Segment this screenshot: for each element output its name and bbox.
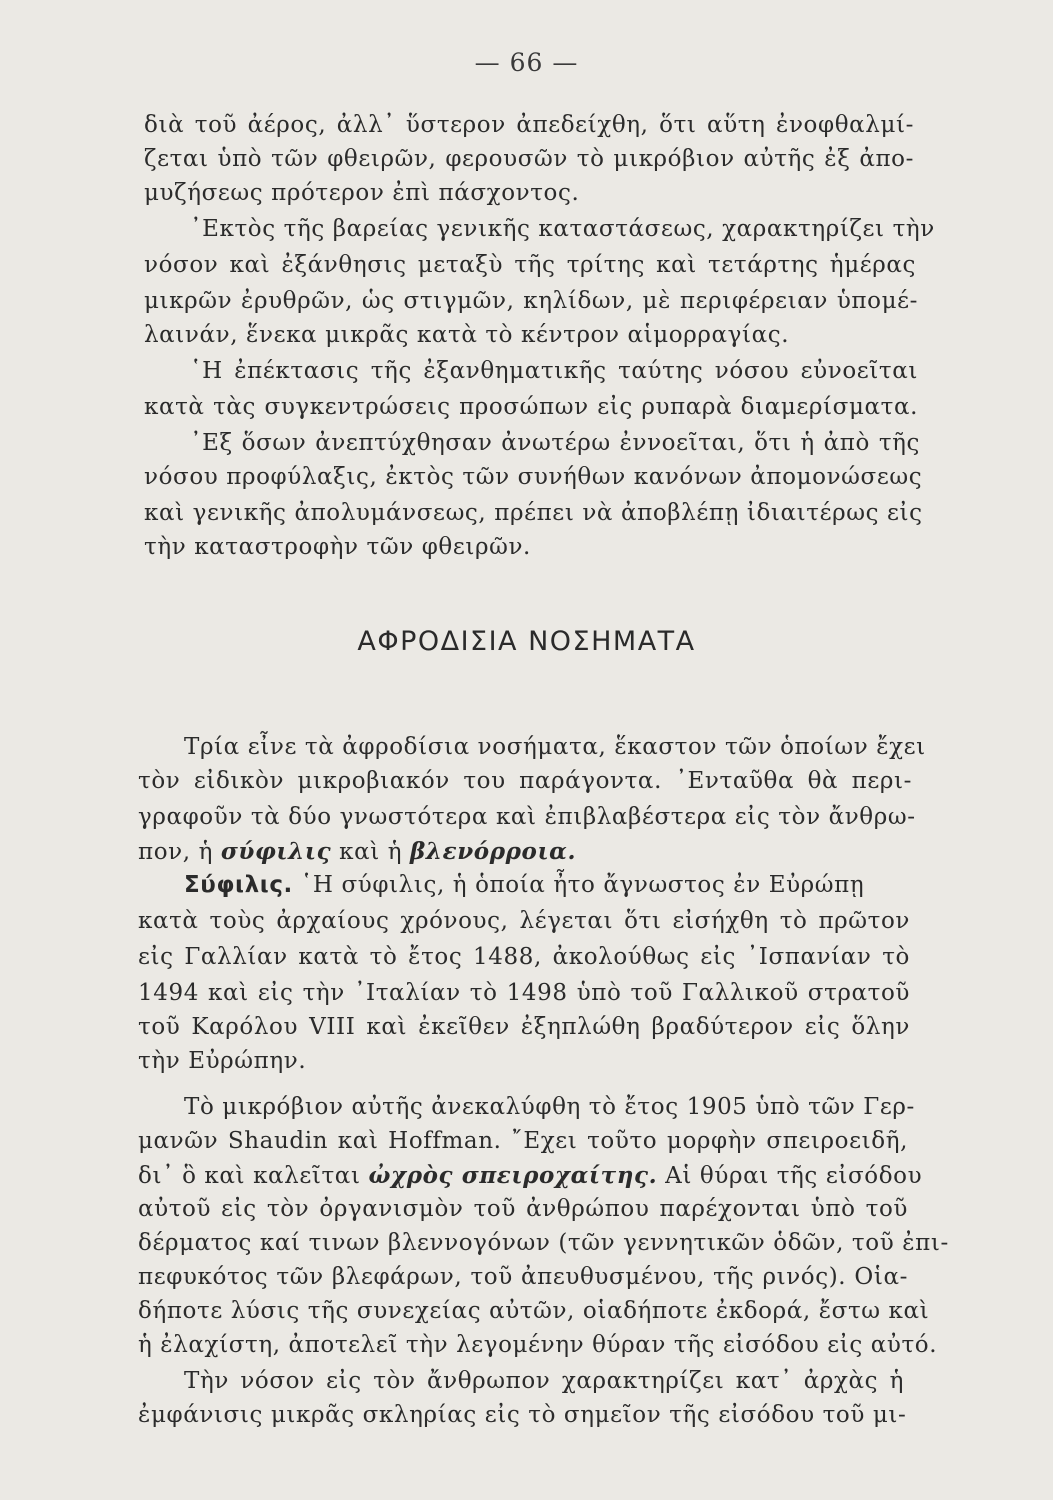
text-fragment: ῾Η σύφιλις, ἡ ὁποία ἦτο ἄγνωστος ἐν Εὐρώπῃ xyxy=(292,872,865,898)
text-fragment: Αἱ θύραι τῆς εἰσόδου xyxy=(657,1163,923,1189)
term-treponema: ὠχρὸς σπειροχαίτης. xyxy=(368,1162,658,1189)
text-line: Τρία εἶνε τὰ ἀφροδίσια νοσήματα, ἕκαστον τῶν ὁποίων ἔχει xyxy=(184,734,926,760)
text-line: Τὸ μικρόβιον αὐτῆς ἀνεκαλύφθη τὸ ἔτος 1905 ὑπὸ τῶν Γερ- xyxy=(184,1094,915,1120)
text-line: τοῦ Καρόλου VIII καὶ ἐκεῖθεν ἐξηπλώθη βραδύτερον εἰς ὅλην xyxy=(138,1014,910,1040)
syphilis-heading-line xyxy=(184,872,864,898)
term-gonorrhea: βλενόρροια. xyxy=(410,838,577,865)
text-line: δέρματος καί τινων βλεννογόνων (τῶν γεννητικῶν ὁδῶν, τοῦ ἐπι- xyxy=(138,1230,949,1256)
text-line: κατὰ τὰς συγκεντρώσεις προσώπων εἰς ρυπαρὰ διαμερίσματα. xyxy=(144,394,918,420)
text-fragment: καὶ ἡ xyxy=(331,839,411,865)
text-line: ῾Η ἐπέκτασις τῆς ἐξανθηματικῆς ταύτης νόσου εὐνοεῖται xyxy=(190,358,918,384)
text-line: κατὰ τοὺς ἀρχαίους χρόνους, λέγεται ὅτι εἰσήχθη τὸ πρῶτον xyxy=(138,908,910,934)
text-line: τὴν Εὐρώπην. xyxy=(138,1048,307,1074)
text-line: 1494 καὶ εἰς τὴν ᾽Ιταλίαν τὸ 1498 ὑπὸ τοῦ Γαλλικοῦ στρατοῦ xyxy=(138,980,910,1006)
text-line: διὰ τοῦ ἀέρος, ἀλλ᾽ ὕστερον ἀπεδείχθη, ὅτι αὕτη ἐνοφθαλμί- xyxy=(144,112,914,138)
text-line: καὶ γενικῆς ἀπολυμάνσεως, πρέπει νὰ ἀποβλέπῃ ἰδιαιτέρως εἰς xyxy=(144,500,923,526)
text-line: Τὴν νόσον εἰς τὸν ἄνθρωπον χαρακτηρίζει κατ᾽ ἀρχὰς ἡ xyxy=(184,1368,904,1394)
section-heading: ΑΦΡΟΔΙΣΙΑ ΝΟΣΗΜΑΤΑ xyxy=(357,626,696,657)
text-fragment: δι᾽ ὃ καὶ καλεῖται xyxy=(138,1163,369,1189)
text-line: μυζήσεως πρότερον ἐπὶ πάσχοντος. xyxy=(144,180,580,206)
text-line: μικρῶν ἐρυθρῶν, ὡς στιγμῶν, κηλίδων, μὲ περιφέρειαν ὑπομέ- xyxy=(144,288,918,314)
text-line: λαινάν, ἕνεκα μικρᾶς κατὰ τὸ κέντρον αἱμορραγίας. xyxy=(144,322,790,348)
text-fragment: πον, ἡ xyxy=(138,839,221,865)
text-line: νόσον καὶ ἐξάνθησις μεταξὺ τῆς τρίτης καὶ τετάρτης ἡμέρας xyxy=(144,252,916,278)
text-line: τὴν καταστροφὴν τῶν φθειρῶν. xyxy=(144,534,531,560)
text-line: ζεται ὑπὸ τῶν φθειρῶν, φερουσῶν τὸ μικρόβιον αὐτῆς ἐξ ἀπο- xyxy=(144,146,914,172)
syphilis-label: Σύφιλις. xyxy=(184,872,293,898)
text-line: ἐμφάνισις μικρᾶς σκληρίας εἰς τὸ σημεῖον τῆς εἰσόδου τοῦ μι- xyxy=(138,1402,907,1428)
page-number: — 66 — xyxy=(474,48,579,77)
text-line: ἡ ἐλαχίστη, ἀποτελεῖ τὴν λεγομένην θύραν τῆς εἰσόδου εἰς αὐτό. xyxy=(138,1332,938,1358)
text-line: εἰς Γαλλίαν κατὰ τὸ ἔτος 1488, ἀκολούθως εἰς ᾽Ισπανίαν τὸ xyxy=(138,944,910,970)
text-line: ᾽Εξ ὅσων ἀνεπτύχθησαν ἀνωτέρω ἐννοεῖται, ὅτι ἡ ἀπὸ τῆς xyxy=(190,430,920,456)
text-line-with-terms xyxy=(138,838,576,865)
text-line: ᾽Εκτὸς τῆς βαρείας γενικῆς καταστάσεως, χαρακτηρίζει τὴν xyxy=(190,216,935,242)
text-line: μανῶν Shaudin καὶ Hoffman. ῎Εχει τοῦτο μορφὴν σπειροειδῆ, xyxy=(138,1128,908,1154)
term-syphilis: σύφιλις xyxy=(220,838,332,865)
text-line: τὸν εἰδικὸν μικροβιακόν του παράγοντα. ᾽Ενταῦθα θὰ περι- xyxy=(138,768,912,794)
text-line: γραφοῦν τὰ δύο γνωστότερα καὶ ἐπιβλαβέστερα εἰς τὸν ἄνθρω- xyxy=(138,804,916,830)
text-line: αὐτοῦ εἰς τὸν ὀργανισμὸν τοῦ ἀνθρώπου παρέχονται ὑπὸ τοῦ xyxy=(138,1196,908,1222)
text-line-with-term xyxy=(138,1162,923,1189)
text-line: νόσου προφύλαξις, ἐκτὸς τῶν συνήθων κανόνων ἀπομονώσεως xyxy=(144,464,923,490)
text-line: πεφυκότος τῶν βλεφάρων, τοῦ ἀπευθυσμένου, τῆς ρινός). Οἱα- xyxy=(138,1264,908,1290)
text-line: δήποτε λύσις τῆς συνεχείας αὐτῶν, οἱαδήποτε ἐκδορά, ἔστω καὶ xyxy=(138,1298,930,1324)
